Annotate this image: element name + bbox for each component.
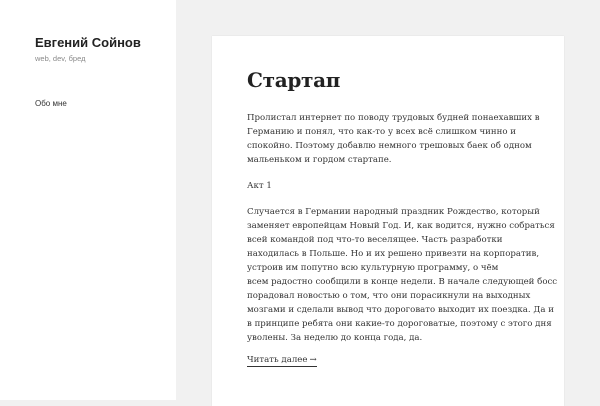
post-act-heading: Акт 1	[247, 181, 272, 191]
read-more-label: Читать далее	[247, 355, 308, 365]
post-paragraph-line: всей командой под что-то веселящее. Часть разработки	[247, 235, 503, 245]
post-paragraph-line: спокойно. Поэтому добавлю немного трешовых баек об одном	[247, 141, 532, 151]
post-paragraph-line: Пролистал интернет по поводу трудовых будней понаехавших в	[247, 113, 540, 123]
post-paragraph-line: мальеньком и гордом стартапе.	[247, 155, 392, 165]
post-paragraph-line: Германию и понял, что как-то у всех всё слишком чинно и	[247, 127, 516, 137]
post-paragraph-line: заменяет европейцам Новый Год. И, как водится, нужно собраться	[247, 221, 555, 231]
post-title[interactable]: Стартап	[247, 68, 341, 92]
post-paragraph-line: всем радостно сообщили в конце недели. В начале следующей босс	[247, 277, 558, 287]
post-paragraph-line: Случается в Германии народный праздник Рождество, который	[247, 207, 540, 217]
sidebar	[0, 0, 176, 400]
post-paragraph-line: находилась в Польше. Но и их решено привезти на корпоратив,	[247, 249, 540, 259]
post-paragraph-line: порадовал новостью о том, что они порасикнули на выходных	[247, 291, 531, 301]
nav-item-about[interactable]: Обо мне	[35, 99, 67, 108]
site-title[interactable]: Евгений Сойнов	[35, 35, 141, 50]
post-paragraph-line: уволены. За неделю до конца года, да.	[247, 333, 423, 343]
post-paragraph-line: в принципе ребята они какие-то дороговатые, поэтому с этого дня	[247, 319, 552, 329]
site-description: web, dev, бред	[35, 54, 86, 63]
read-more-link[interactable]	[247, 355, 317, 367]
post-card	[212, 36, 564, 406]
post-paragraph-line: мозгами и сделали вывод что дороговато выходит их поездка. Да и	[247, 305, 554, 315]
arrow-right-icon: →	[309, 355, 317, 365]
post-paragraph-line: устроив им попутно всю культурную программу, о чём	[247, 263, 499, 273]
